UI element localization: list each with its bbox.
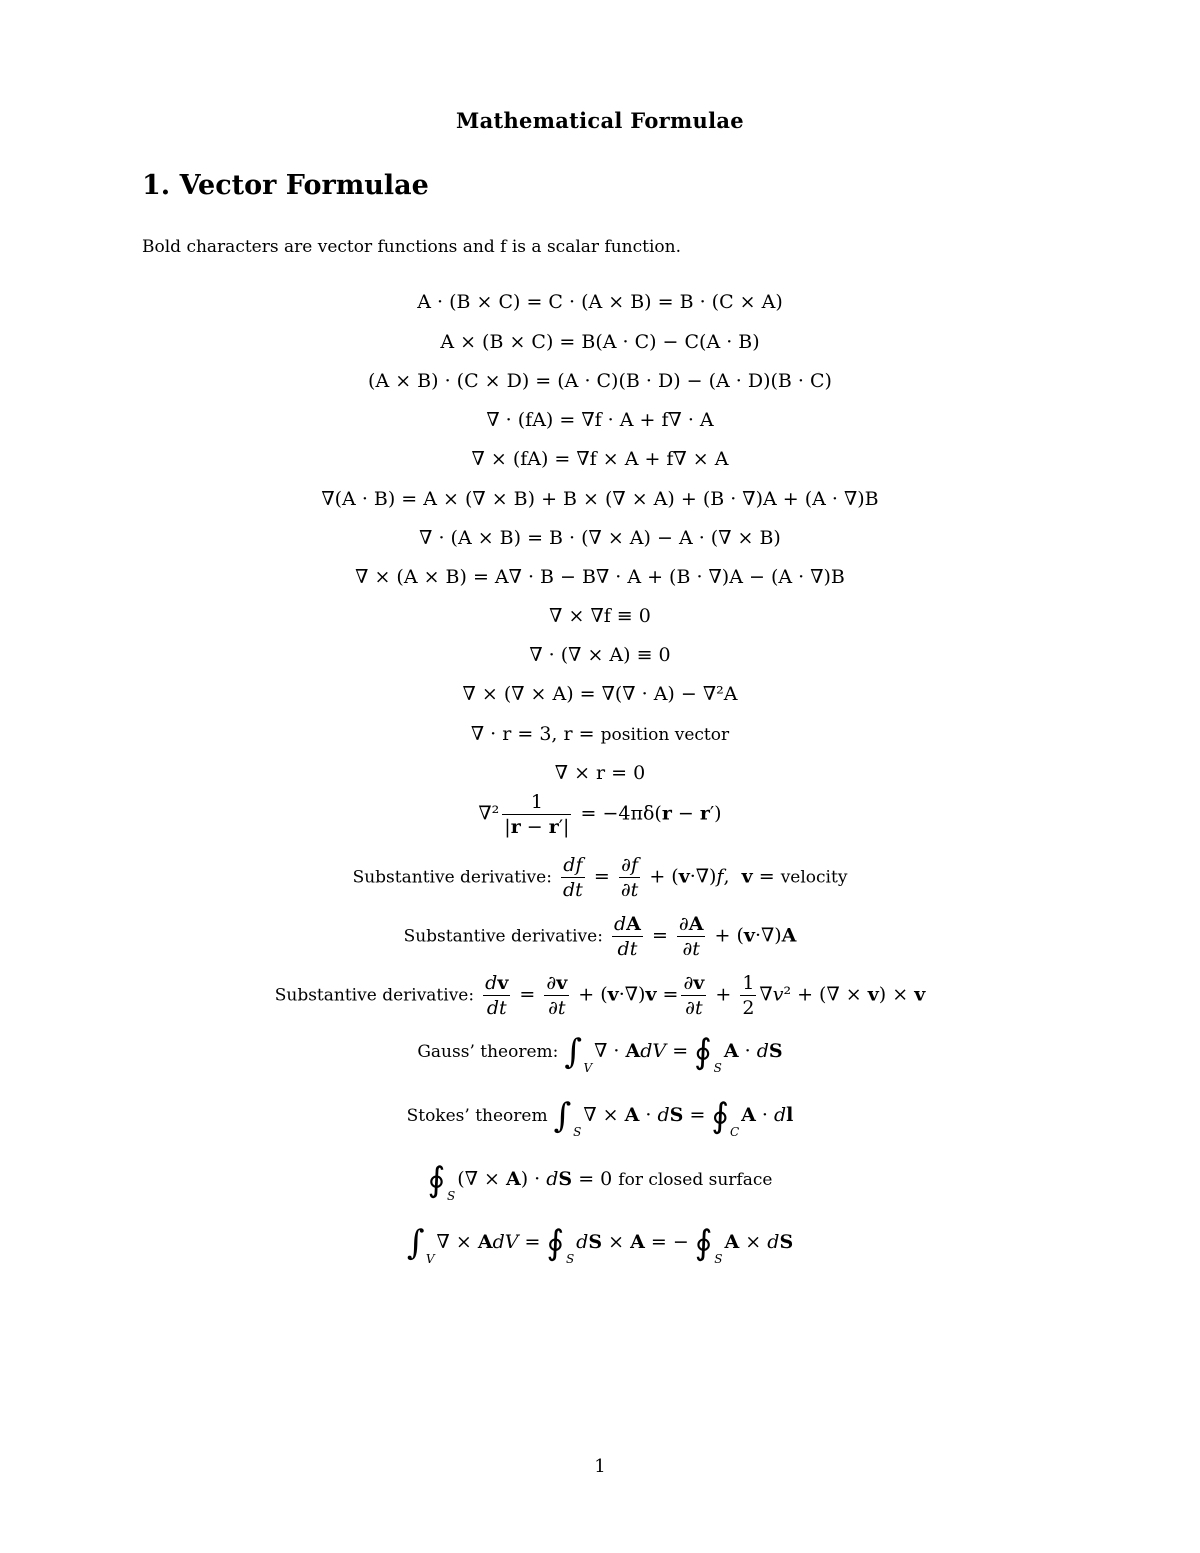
formula-curl-of-grad: ∇ × ∇f ≡ 0 bbox=[549, 605, 651, 627]
intro-text: Bold characters are vector functions and f is a scalar function. bbox=[142, 237, 682, 257]
formula-grad-dot-product: ∇(A · B) = A × (∇ × B) + B × (∇ × A) + (B · ∇)A + (A · ∇)B bbox=[321, 488, 879, 510]
formula-div-position-vector bbox=[0, 719, 1200, 750]
closed-line-integral-sign: ∮ C bbox=[711, 1096, 740, 1139]
formula-div-of-curl: ∇ · (∇ × A) ≡ 0 bbox=[529, 644, 671, 666]
formula-div-position-vector-expression: ∇ · r = 3, r = bbox=[470, 723, 595, 745]
stokes-theorem-label: Stokes’ theorem bbox=[406, 1106, 548, 1126]
formula-closed-surface-curl: ∮ S (∇ × A) · dS = 0 for closed surface bbox=[427, 1160, 773, 1203]
document-title: Mathematical Formulae bbox=[456, 108, 744, 133]
gauss-theorem-label: Gauss’ theorem: bbox=[417, 1042, 559, 1062]
surface-integral-sign: ∫ S bbox=[553, 1096, 582, 1139]
formula-curl-of-curl: ∇ × (∇ × A) = ∇(∇ · A) − ∇²A bbox=[462, 683, 738, 705]
formula-gauss-theorem: Gauss’ theorem: ∫ V ∇ · AdV = ∮ S A · dS bbox=[417, 1032, 783, 1075]
formula-substantive-derivative-velocity: Substantive derivative: $\frac{dv}{dt}$ = $\frac{\partial v}{\partial t}$ + (v·∇)v = $\frac{\partial v}{\partial t}$ + $\frac{1}{2}$ ∇v² + (∇ × v) × v bbox=[274, 972, 926, 1019]
formula-volume-integral-curl: ∫ V ∇ × AdV = ∮ S dS × A = − ∮ S A × dS bbox=[406, 1223, 794, 1266]
formula-substantive-derivative-vector: Substantive derivative: $\frac{dA}{dt}$ = $\frac{\partial A}{\partial t}$ + (v·∇)A bbox=[403, 913, 797, 960]
formula-curl-cross-product: ∇ × (A × B) = A∇ · B − B∇ · A + (B · ∇)A − (A · ∇)B bbox=[355, 566, 845, 588]
volume-integral-sign: ∫ V bbox=[564, 1032, 593, 1075]
formula-laplacian-inverse-distance: ∇² $\frac{1}{|r - r'|}$ = −4πδ(r − r′) bbox=[478, 791, 722, 838]
closed-surface-label: for closed surface bbox=[618, 1170, 773, 1190]
formula-stokes-theorem: Stokes’ theorem ∫ S ∇ × A · dS = ∮ C A · dl bbox=[406, 1096, 794, 1139]
velocity-label: velocity bbox=[780, 867, 848, 888]
substantive-derivative-label: Substantive derivative: bbox=[274, 985, 475, 1006]
volume-integral-sign: ∫ V bbox=[406, 1223, 435, 1266]
formula-binet-cauchy: (A × B) · (C × D) = (A · C)(B · D) − (A · D)(B · C) bbox=[368, 370, 832, 392]
substantive-derivative-label: Substantive derivative: bbox=[352, 867, 552, 888]
formula-div-cross-product: ∇ · (A × B) = B · (∇ × A) − A · (∇ × B) bbox=[419, 527, 781, 549]
closed-surface-integral-sign: ∮ S bbox=[694, 1223, 723, 1266]
formula-curl-scalar-times-vector: ∇ × (fA) = ∇f × A + f∇ × A bbox=[471, 448, 729, 470]
formula-triple-vector-product: A × (B × C) = B(A · C) − C(A · B) bbox=[440, 331, 760, 353]
page-number: 1 bbox=[594, 1456, 606, 1477]
substantive-derivative-label: Substantive derivative: bbox=[403, 926, 603, 947]
position-vector-label: position vector bbox=[600, 725, 730, 745]
formula-triple-scalar-product: A · (B × C) = C · (A × B) = B · (C × A) bbox=[417, 291, 783, 313]
closed-surface-integral-sign: ∮ S bbox=[694, 1032, 722, 1075]
closed-surface-integral-sign: ∮ S bbox=[546, 1223, 575, 1266]
formula-curl-position-vector: ∇ × r = 0 bbox=[554, 762, 646, 784]
closed-surface-integral-sign: ∮ S bbox=[427, 1160, 456, 1203]
section-heading: 1. Vector Formulae bbox=[142, 170, 429, 201]
formula-substantive-derivative-scalar: Substantive derivative: $\frac{df}{dt}$ = $\frac{\partial f}{\partial t}$ + (v·∇)f, v = velocity bbox=[352, 854, 848, 901]
formula-div-scalar-times-vector: ∇ · (fA) = ∇f · A + f∇ · A bbox=[486, 409, 714, 431]
